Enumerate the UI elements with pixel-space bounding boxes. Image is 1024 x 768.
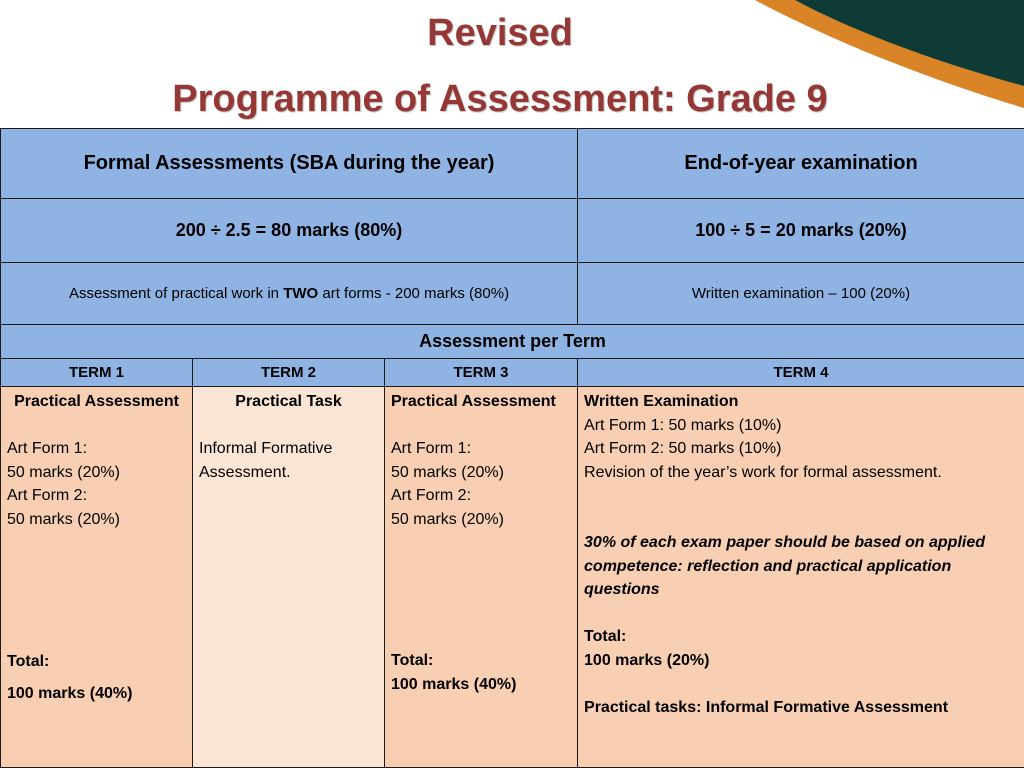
term-4-practical-tasks: Practical tasks: Informal Formative Assessment (584, 698, 949, 716)
term-4-line-2: Art Form 2: 50 marks (10%) (584, 440, 782, 457)
term-4-header: TERM 4 (578, 359, 1024, 387)
term-2-line-1: Informal Formative (199, 440, 333, 457)
term-4-cell (578, 387, 1024, 768)
formal-marks-cell: 200 ÷ 2.5 = 80 marks (80%) (1, 199, 578, 263)
term-1-line-4: 50 marks (20%) (7, 510, 120, 528)
term-1-line-1: Art Form 1: (7, 440, 88, 457)
term-1-cell (1, 387, 193, 768)
term-3-heading: Practical Assessment (391, 393, 556, 410)
assessment-table (0, 128, 1024, 768)
practical-suffix: art forms - 200 marks (80%) (318, 285, 510, 302)
title-line-2: Programme of Assessment: Grade 9 (172, 78, 828, 120)
term-4-line-1: Art Form 1: 50 marks (10%) (584, 416, 782, 434)
formal-assessments-header: Formal Assessments (SBA during the year) (1, 129, 578, 199)
term-1-line-2: 50 marks (20%) (7, 463, 120, 481)
written-exam-cell: Written examination – 100 (20%) (578, 263, 1024, 325)
term-3-header: TERM 3 (385, 359, 578, 387)
term-4-total-value: 100 marks (20%) (584, 651, 710, 669)
term-4-note-3: questions (584, 581, 660, 598)
term-1-total-value: 100 marks (40%) (7, 684, 133, 702)
term-2-header: TERM 2 (193, 359, 385, 387)
term-3-total-value: 100 marks (40%) (391, 675, 517, 693)
term-3-line-2: 50 marks (20%) (391, 463, 504, 481)
term-4-note-2: competence: reflection and practical application (584, 557, 952, 575)
term-4-line-3: Revision of the year’s work for formal assessment. (584, 463, 942, 481)
practical-prefix: Assessment of practical work in (68, 285, 284, 302)
term-1-total-label: Total: (7, 653, 50, 670)
term-1-header: TERM 1 (1, 359, 193, 387)
practical-work-cell (1, 263, 578, 325)
term-2-heading: Practical Task (235, 393, 342, 410)
term-4-total-label: Total: (584, 628, 627, 645)
term-1-heading: Practical Assessment (14, 393, 179, 410)
term-4-note-1: 30% of each exam paper should be based on applied (584, 534, 986, 551)
practical-bold: TWO (283, 285, 319, 302)
end-of-year-header: End-of-year examination (578, 129, 1024, 199)
assessment-per-term-header: Assessment per Term (1, 325, 1024, 359)
title-line-1: Revised (427, 12, 573, 54)
term-3-cell (385, 387, 578, 768)
term-1-line-3: Art Form 2: (7, 487, 88, 504)
term-2-cell (193, 387, 385, 768)
term-3-total-label: Total: (391, 652, 434, 669)
term-2-line-2: Assessment. (199, 463, 291, 481)
term-4-heading: Written Examination (584, 393, 739, 410)
term-3-line-1: Art Form 1: (391, 440, 472, 457)
term-3-line-4: 50 marks (20%) (391, 510, 504, 528)
term-3-line-3: Art Form 2: (391, 487, 472, 504)
exam-marks-cell: 100 ÷ 5 = 20 marks (20%) (578, 199, 1024, 263)
